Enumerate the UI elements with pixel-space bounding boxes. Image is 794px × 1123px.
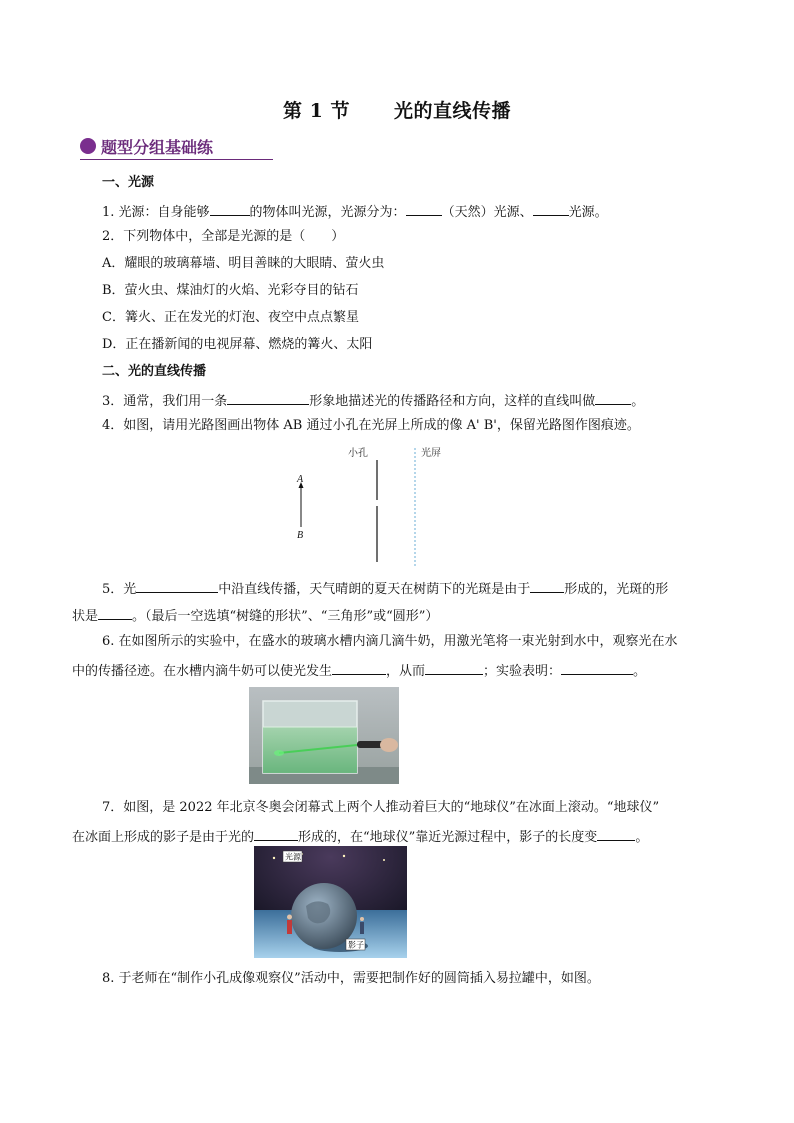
subheading-light-source: 一、光源 bbox=[102, 175, 155, 190]
q1-text-c: （天然）光源、 bbox=[441, 205, 533, 220]
q5-text-d: 状是 bbox=[72, 609, 99, 624]
section-number: 第 1 节 bbox=[283, 100, 350, 122]
olympic-globe-photo bbox=[254, 846, 407, 958]
q7-text-a: 在冰面上形成的影子是由于光的 bbox=[72, 830, 255, 845]
option-c: C．篝火、正在发光的灯泡、夜空中点点繁星 bbox=[102, 310, 359, 325]
blank[interactable] bbox=[136, 578, 218, 593]
banner-label: 题型分组基础练 bbox=[101, 138, 214, 157]
glass-tank-photo bbox=[249, 687, 399, 784]
section-banner bbox=[80, 135, 273, 160]
q3-text-b: 形象地描述光的传播路径和方向，这样的直线叫做 bbox=[309, 394, 596, 409]
blank[interactable] bbox=[332, 660, 386, 675]
blank[interactable] bbox=[561, 660, 633, 675]
option-d: D．正在播新闻的电视屏幕、燃烧的篝火、太阳 bbox=[102, 337, 373, 352]
label-light-source: 光源 bbox=[285, 852, 301, 862]
blank[interactable] bbox=[530, 578, 564, 593]
question-1 bbox=[102, 201, 608, 222]
q1-text-b: 的物体叫光源，光源分为： bbox=[249, 205, 406, 220]
blank[interactable] bbox=[597, 826, 635, 841]
section-title: 光的直线传播 bbox=[393, 100, 511, 122]
q7-text-b: 形成的，在“地球仪”靠近光源过程中，影子的长度变 bbox=[298, 830, 598, 845]
q6-text-c: ；实验表明： bbox=[483, 664, 562, 679]
blank[interactable] bbox=[98, 605, 132, 620]
page-title bbox=[0, 96, 794, 123]
label-shadow: 影子 bbox=[348, 940, 364, 950]
subheading-linear-propagation: 二、光的直线传播 bbox=[102, 364, 207, 379]
question-7-line1: 7．如图，是 2022 年北京冬奥会闭幕式上两个人推动着巨大的“地球仪”在冰面上滚动。“地球仪” bbox=[102, 800, 660, 815]
question-5-line2 bbox=[72, 605, 438, 626]
label-screen: 光屏 bbox=[421, 448, 441, 459]
q5-text-e: 。（最后一空选填“树缝的形状”、“三角形”或“圆形”） bbox=[132, 609, 439, 624]
label-b: B bbox=[297, 530, 304, 541]
blank[interactable] bbox=[425, 660, 483, 675]
bullet-dot-icon bbox=[80, 138, 96, 154]
blank[interactable] bbox=[533, 201, 569, 216]
question-2-stem: 2．下列物体中，全部是光源的是（ ） bbox=[102, 229, 345, 244]
q5-text-a: 5．光 bbox=[102, 582, 137, 597]
blank[interactable] bbox=[227, 390, 309, 405]
question-6-line1: 6. 在如图所示的实验中，在盛水的玻璃水槽内滴几滴牛奶，用激光笔将一束光射到水中，观察光在水 bbox=[102, 634, 678, 649]
question-5-line1 bbox=[102, 578, 668, 599]
q1-text-a: 1. 光源：自身能够 bbox=[102, 205, 210, 220]
option-a: A．耀眼的玻璃幕墙、明目善睐的大眼睛、萤火虫 bbox=[102, 256, 385, 271]
q6-text-a: 中的传播径迹。在水槽内滴牛奶可以使光发生 bbox=[72, 664, 333, 679]
question-3 bbox=[102, 390, 644, 411]
q1-text-d: 光源。 bbox=[568, 205, 608, 220]
question-8: 8. 于老师在“制作小孔成像观察仪”活动中，需要把制作好的圆筒插入易拉罐中，如图。 bbox=[102, 971, 600, 986]
option-b: B．萤火虫、煤油灯的火焰、光彩夺目的钻石 bbox=[102, 283, 359, 298]
label-pinhole: 小孔 bbox=[348, 448, 368, 459]
blank[interactable] bbox=[254, 826, 298, 841]
blank[interactable] bbox=[210, 201, 250, 216]
q6-text-b: ，从而 bbox=[386, 664, 426, 679]
question-4: 4．如图，请用光路图画出物体 AB 通过小孔在光屏上所成的像 A' B'，保留光路图作图痕迹。 bbox=[102, 418, 640, 433]
q7-text-c: 。 bbox=[635, 830, 649, 845]
question-7-line2 bbox=[72, 826, 648, 847]
q3-text-a: 3．通常，我们用一条 bbox=[102, 394, 228, 409]
q5-text-b: 中沿直线传播，天气晴朗的夏天在树荫下的光斑是由于 bbox=[218, 582, 531, 597]
q3-text-c: 。 bbox=[631, 394, 645, 409]
question-6-line2 bbox=[72, 660, 646, 681]
q6-text-d: 。 bbox=[633, 664, 647, 679]
blank[interactable] bbox=[406, 201, 442, 216]
label-a: A bbox=[297, 474, 304, 485]
blank[interactable] bbox=[595, 390, 631, 405]
q5-text-c: 形成的，光斑的形 bbox=[564, 582, 669, 597]
pinhole-diagram bbox=[280, 440, 450, 570]
